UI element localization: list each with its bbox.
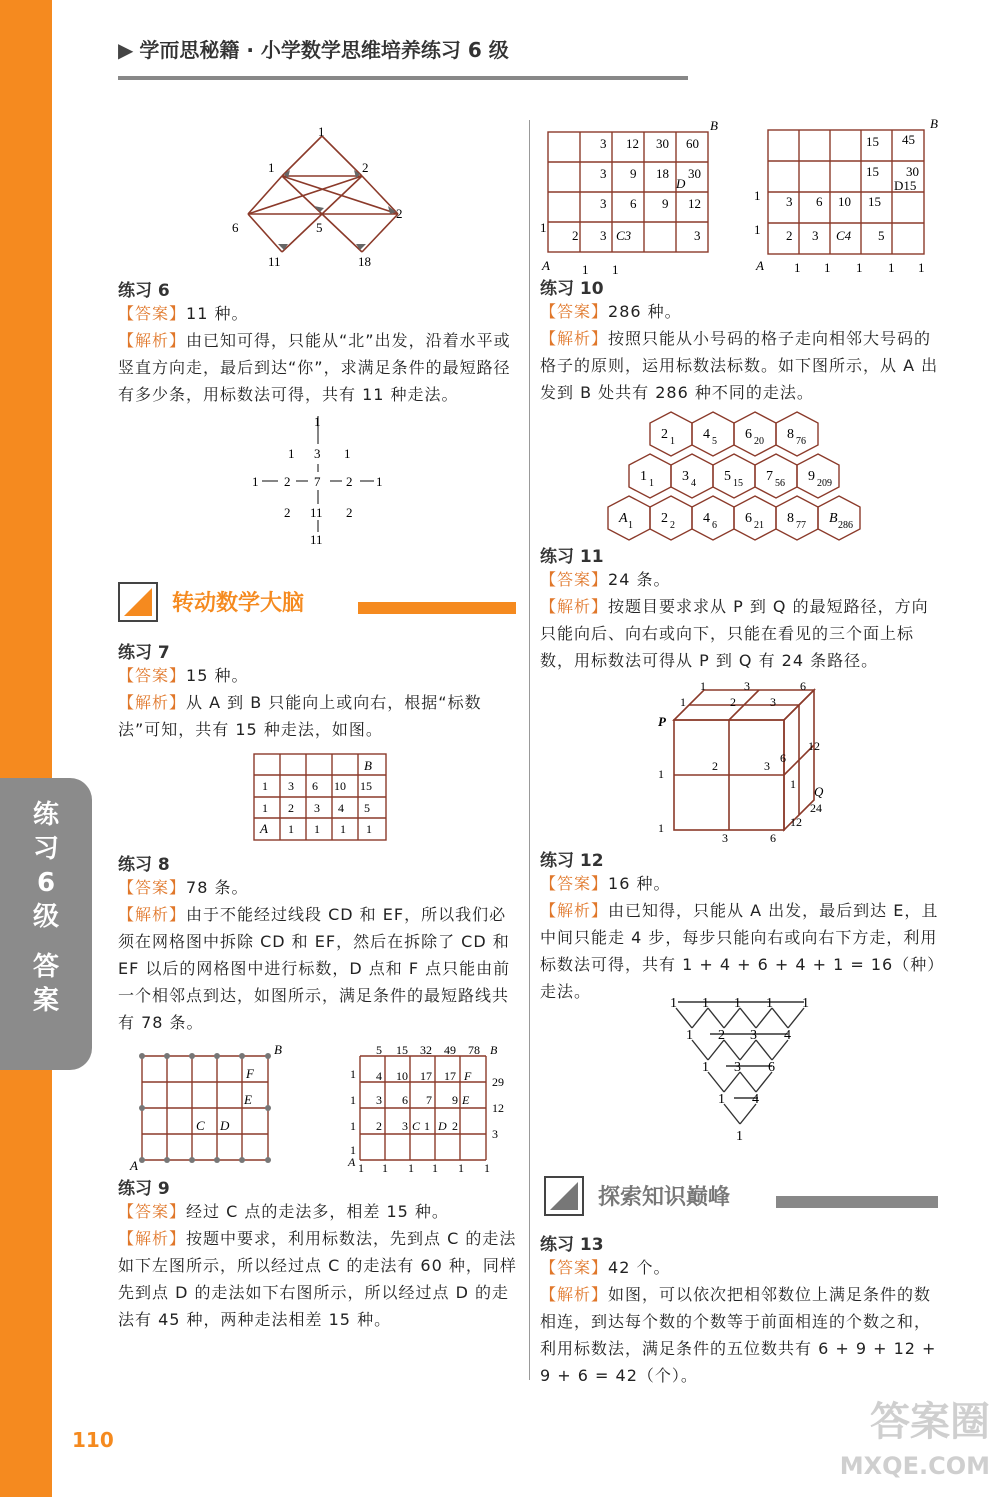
hex-label: 3	[682, 469, 689, 484]
chapter-tab-char: 案	[32, 986, 59, 1016]
section-icon	[544, 1176, 584, 1216]
cube-label: 3	[744, 679, 750, 693]
grid-label: C3	[616, 228, 632, 243]
ex8-left-grid-figure	[128, 1042, 290, 1172]
ex10-title: 练习 10	[540, 279, 604, 299]
grid-label: 1	[754, 188, 761, 203]
grid-label: A	[756, 258, 764, 273]
grid-label: 18	[656, 166, 669, 181]
section-bar	[776, 1196, 938, 1208]
hex-cell	[776, 496, 818, 540]
hex-label: 2	[661, 427, 668, 442]
grid-label: 1	[754, 222, 761, 237]
ex9-answer	[118, 1198, 523, 1225]
triangle-label: 3	[734, 1060, 741, 1075]
grid-label: E	[462, 1093, 470, 1107]
grid-label: 30	[688, 166, 701, 181]
grid-label: 3	[812, 228, 819, 243]
cube-label: 1	[700, 679, 706, 693]
triangle-label: 1	[670, 996, 677, 1011]
hex-cell	[608, 496, 650, 540]
grid-label: 1	[424, 1119, 430, 1133]
hex-cell	[734, 496, 776, 540]
ex7-analysis-text: 从 A 到 B 只能向上或向右，根据“标数法”可知，共有 15 种走法，如图。	[118, 693, 482, 739]
ex13-analysis	[540, 1281, 945, 1389]
analysis-tag: 【解析】	[118, 905, 187, 924]
header-title: 学而思秘籍 · 小学数学思维培养练习 6 级	[139, 38, 509, 62]
hex-cell	[755, 454, 797, 498]
ex6-title: 练习 6	[118, 281, 170, 301]
section-icon	[118, 582, 158, 622]
grid-label: 15	[868, 194, 881, 209]
grid-label: 1	[918, 260, 925, 275]
ex7-title: 练习 7	[118, 643, 170, 663]
grid-label: 3	[492, 1127, 498, 1141]
hex-count: 1	[628, 520, 633, 531]
ex10-analysis	[540, 325, 945, 406]
answer-tag: 【答案】	[540, 874, 609, 893]
grid-label: 7	[426, 1093, 432, 1107]
cube-label: 6	[770, 831, 776, 845]
grid-label: 3	[376, 1093, 382, 1107]
watermark-line2: MXQE.COM	[839, 1452, 990, 1480]
cube-label: 1	[658, 767, 664, 781]
grid-label: 1	[350, 1119, 356, 1133]
grid-label: 9	[452, 1093, 458, 1107]
ex9-title: 练习 9	[118, 1179, 170, 1199]
grid-label: 9	[662, 196, 669, 211]
cross-label: 2	[346, 474, 353, 489]
grid-label: 6	[816, 194, 823, 209]
analysis-tag: 【解析】	[540, 329, 609, 348]
grid-label: 60	[686, 136, 699, 151]
chapter-tab-char: 级	[32, 902, 59, 932]
ex12-answer-text: 16 种。	[608, 874, 671, 893]
hex-label: 9	[808, 469, 815, 484]
triangle-label: 1	[766, 996, 773, 1011]
grid-label: B	[710, 118, 718, 133]
ex10-answer-text: 286 种。	[608, 302, 682, 321]
side-orange-strip	[0, 0, 52, 1497]
grid-label: 2	[288, 801, 294, 815]
hex-label: 8	[787, 427, 794, 442]
grid-label: 2	[786, 228, 793, 243]
grid-label: 1	[856, 260, 863, 275]
cube-label: 1	[790, 777, 796, 791]
grid-label: 1	[582, 262, 589, 277]
ex10-answer	[540, 298, 945, 325]
answer-tag: 【答案】	[540, 1258, 609, 1277]
grid-label: C	[412, 1119, 421, 1133]
grid-point-label: A	[130, 1158, 138, 1172]
hex-count: 15	[733, 478, 743, 489]
cube-label: 1	[658, 821, 664, 835]
cross-label: 1	[252, 474, 259, 489]
grid-label: 4	[376, 1069, 382, 1083]
chapter-tab	[0, 778, 92, 1070]
cross-label: 1	[344, 446, 351, 461]
grid-point-label: F	[246, 1066, 254, 1081]
chapter-tab-char: 答	[32, 952, 59, 982]
hex-count: 56	[775, 478, 785, 489]
hex-label: B	[829, 511, 838, 526]
triangle-label: 4	[752, 1092, 759, 1107]
grid-label: 6	[630, 196, 637, 211]
grid-label: 12	[688, 196, 701, 211]
ex12-title: 练习 12	[540, 851, 604, 871]
hex-cell	[671, 454, 713, 498]
ex10-hex-figure	[606, 410, 882, 544]
grid-label: 15	[866, 164, 879, 179]
grid-label: 1	[540, 220, 547, 235]
hex-cell	[692, 496, 734, 540]
cube-label: 6	[800, 679, 806, 693]
grid-label: 3	[402, 1119, 408, 1133]
cross-label: 11	[310, 532, 323, 547]
ex13-answer	[540, 1254, 945, 1281]
triangle-label: 4	[784, 1028, 791, 1043]
grid-point-label: B	[274, 1042, 282, 1057]
hex-cell	[629, 454, 671, 498]
analysis-tag: 【解析】	[118, 693, 187, 712]
hex-label: 6	[745, 427, 752, 442]
analysis-tag: 【解析】	[540, 597, 609, 616]
grid-label: 1	[340, 822, 346, 836]
hex-count: 21	[754, 520, 764, 531]
answer-tag: 【答案】	[118, 666, 187, 685]
grid-label: 1	[432, 1161, 438, 1172]
grid-label: 1	[408, 1161, 414, 1172]
ex8-right-grid-figure	[346, 1042, 516, 1172]
grid-label: 3	[600, 228, 607, 243]
grid-label: 30	[656, 136, 669, 151]
grid-label: 15	[396, 1043, 408, 1057]
grid-label: D	[438, 1119, 447, 1133]
cube-label: 3	[770, 695, 776, 709]
cross-label: 1	[314, 414, 321, 429]
analysis-tag: 【解析】	[118, 1229, 187, 1248]
cross-label: 1	[288, 446, 295, 461]
grid-label: D15	[894, 178, 917, 193]
ex8-analysis	[118, 901, 523, 1036]
ex13-title: 练习 13	[540, 1235, 604, 1255]
page-number: 110	[72, 1428, 114, 1452]
ex6-cross-figure	[248, 414, 388, 548]
grid-point-label: C	[196, 1118, 205, 1133]
hex-count: 77	[796, 520, 806, 531]
cube-label: P	[658, 714, 666, 729]
ex11-cube-figure	[650, 676, 830, 846]
grid-label: 3	[314, 801, 320, 815]
hex-cell	[818, 496, 860, 540]
watermark-line1: 答案圈	[870, 1399, 990, 1445]
section-title: 探索知识巅峰	[598, 1185, 731, 1210]
grid-label: 5	[364, 801, 370, 815]
ex7-answer-text: 15 种。	[186, 666, 249, 685]
diamond-label: 1	[268, 160, 275, 175]
ex11-analysis-text: 按题目要求求从 P 到 Q 的最短路径，方向只能向后、向右或向下，只能在看见的三个面上标数，用标数法可得从 P 到 Q 有 24 条路径。	[540, 597, 929, 670]
triangle-label: 1	[734, 996, 741, 1011]
column-divider	[529, 120, 530, 1380]
hex-label: 8	[787, 511, 794, 526]
ex13-analysis-text: 如图，可以依次把相邻数位上满足条件的数相连，到达每个数的个数等于前面相连的个数之和，利用标数法，满足条件的五位数共有 6 + 9 + 12 + 9 + 6 = 42（个）。	[540, 1285, 937, 1385]
cross-label: 1	[376, 474, 383, 489]
grid-label: A	[542, 258, 550, 273]
grid-label: 3	[288, 779, 294, 793]
hex-count: 6	[712, 520, 717, 531]
grid-label: 49	[444, 1043, 456, 1057]
cross-label: 7	[314, 474, 321, 489]
ex6-answer	[118, 300, 523, 327]
cube-label: 1	[680, 695, 686, 709]
triangle-label: 1	[702, 996, 709, 1011]
answer-tag: 【答案】	[540, 570, 609, 589]
section-header-brain	[118, 582, 518, 622]
page-header	[118, 34, 509, 63]
cube-label: Q	[814, 784, 824, 799]
cross-label: 11	[310, 505, 323, 520]
hex-count: 286	[838, 520, 853, 531]
hex-label: 5	[724, 469, 731, 484]
ex7-analysis	[118, 689, 523, 743]
ex6-analysis-text: 由已知可得，只能从“北”出发，沿着水平或竖直方向走，最后到达“你”，求满足条件的最短路径有多少条，用标数法可得，共有 11 种走法。	[118, 331, 511, 404]
ex11-analysis	[540, 593, 945, 674]
answer-tag: 【答案】	[118, 878, 187, 897]
grid-label: 3	[600, 136, 607, 151]
ex9-analysis-text: 按题中要求，利用标数法，先到点 C 的走法如下左图所示，所以经过点 C 的走法有 60 种，同样先到点 D 的走法如下右图所示，所以经过点 D 的走法有 45 种，两种走法相差 15 种。	[118, 1229, 517, 1329]
watermark	[810, 1400, 990, 1488]
triangle-label: 1	[736, 1129, 743, 1144]
grid-point-label: E	[244, 1092, 252, 1107]
hex-count: 209	[817, 478, 832, 489]
grid-label: 1	[366, 822, 372, 836]
ex9-answer-text: 经过 C 点的走法多，相差 15 种。	[186, 1202, 449, 1221]
hex-cell	[650, 496, 692, 540]
cube-label: 2	[712, 759, 718, 773]
grid-label: 6	[312, 779, 318, 793]
answer-tag: 【答案】	[540, 302, 609, 321]
section-bar	[358, 602, 516, 614]
ex7-grid-figure	[252, 752, 388, 842]
ex6-answer-text: 11 种。	[186, 304, 249, 323]
grid-label: 1	[382, 1161, 388, 1172]
grid-label: 1	[350, 1143, 356, 1157]
cube-label: 3	[722, 831, 728, 845]
grid-label: B	[364, 758, 372, 773]
ex11-title: 练习 11	[540, 547, 604, 567]
triangle-label: 6	[768, 1060, 775, 1075]
grid-label: 1	[888, 260, 895, 275]
grid-label: 17	[444, 1069, 456, 1083]
hex-cell	[734, 412, 776, 456]
cube-label: 12	[808, 739, 820, 753]
diamond-label: 6	[232, 220, 239, 235]
chapter-tab-char: 练	[32, 800, 59, 830]
ex10-analysis-text: 按照只能从小号码的格子走向相邻大号码的格子的原则，运用标数法标数。如下图所示，从 A 出发到 B 处共有 286 种不同的走法。	[540, 329, 939, 402]
grid-label: 10	[396, 1069, 408, 1083]
triangle-label: 1	[718, 1092, 725, 1107]
grid-label: 1	[262, 801, 268, 815]
grid-label: 32	[420, 1043, 432, 1057]
triangle-label: 2	[718, 1028, 725, 1043]
grid-label: 29	[492, 1075, 504, 1089]
grid-label: C4	[836, 228, 852, 243]
grid-label: 45	[902, 132, 915, 147]
hex-label: A	[619, 511, 628, 526]
hex-count: 4	[691, 478, 696, 489]
grid-label: 3	[786, 194, 793, 209]
answer-tag: 【答案】	[118, 1202, 187, 1221]
triangle-label: 1	[802, 996, 809, 1011]
ex12-answer	[540, 870, 945, 897]
diamond-label: 2	[362, 160, 369, 175]
triangle-label: 3	[750, 1028, 757, 1043]
grid-label: 2	[452, 1119, 458, 1133]
grid-label: 1	[314, 822, 320, 836]
grid-label: 1	[288, 822, 294, 836]
hex-label: 2	[661, 511, 668, 526]
grid-label: 2	[572, 228, 579, 243]
diamond-label: 2	[396, 206, 403, 221]
grid-label: 10	[838, 194, 851, 209]
section-header-explore	[544, 1176, 944, 1216]
grid-label: 10	[334, 779, 346, 793]
grid-label: 1	[794, 260, 801, 275]
grid-label: A	[260, 821, 268, 836]
ex8-analysis-text: 由于不能经过线段 CD 和 EF，所以我们必须在网格图中拆除 CD 和 EF，然后在拆除了 CD 和 EF 以后的网格图中进行标数，D 点和 F 点只能由前一个相邻点到达，如图所示，满足条件的最短路线共有 78 条。	[118, 905, 511, 1032]
cube-label: 3	[764, 759, 770, 773]
hex-count: 1	[670, 436, 675, 447]
ex12-analysis-text: 由已知得，只能从 A 出发，最后到达 E，且中间只能走 4 步，每步只能向右或向右下方走，利用标数法可得，共有 1 + 4 + 6 + 4 + 1 = 16（种）走法。	[540, 901, 945, 1001]
grid-label: 6	[402, 1093, 408, 1107]
grid-label: B	[490, 1043, 498, 1057]
section-title: 转动数学大脑	[172, 591, 305, 616]
cross-label: 3	[314, 446, 321, 461]
hex-cell	[713, 454, 755, 498]
ex9-analysis	[118, 1225, 523, 1333]
ex8-answer-text: 78 条。	[186, 878, 249, 897]
cube-label: 6	[780, 751, 786, 765]
analysis-tag: 【解析】	[540, 1285, 609, 1304]
grid-label: A	[348, 1155, 356, 1169]
answer-tag: 【答案】	[118, 304, 187, 323]
grid-label: 78	[468, 1043, 480, 1057]
hex-cell	[797, 454, 839, 498]
grid-label: 1	[458, 1161, 464, 1172]
ex13-answer-text: 42 个。	[608, 1258, 671, 1277]
diamond-label: 5	[316, 220, 323, 235]
ex12-triangle-figure	[662, 990, 822, 1150]
ex9-left-grid-figure	[538, 118, 728, 278]
grid-label: 3	[694, 228, 701, 243]
grid-label: 1	[350, 1067, 356, 1081]
cube-label: 2	[730, 695, 736, 709]
hex-count: 1	[649, 478, 654, 489]
chapter-tab-char: 6	[36, 868, 56, 898]
chapter-tab-char: 习	[32, 834, 59, 864]
diamond-label: 18	[358, 254, 371, 269]
grid-label: 9	[630, 166, 637, 181]
grid-label: 12	[626, 136, 639, 151]
hex-count: 20	[754, 436, 764, 447]
hex-count: 5	[712, 436, 717, 447]
ex9-right-grid-figure	[750, 118, 950, 278]
ex6-diamond-figure	[228, 124, 418, 270]
diamond-label: 11	[268, 254, 281, 269]
grid-label: 12	[492, 1101, 504, 1115]
grid-label: 4	[338, 801, 344, 815]
ex7-answer	[118, 662, 523, 689]
triangle-label: 1	[702, 1060, 709, 1075]
analysis-tag: 【解析】	[540, 901, 609, 920]
grid-label: 3	[600, 166, 607, 181]
grid-label: 15	[866, 134, 879, 149]
grid-label: 15	[360, 779, 372, 793]
analysis-tag: 【解析】	[118, 331, 187, 350]
hex-count: 76	[796, 436, 806, 447]
ex8-answer	[118, 874, 523, 901]
grid-label: 1	[824, 260, 831, 275]
grid-label: 5	[878, 228, 885, 243]
grid-label: D	[676, 176, 686, 191]
grid-label: 1	[350, 1093, 356, 1107]
hex-count: 2	[670, 520, 675, 531]
hex-label: 1	[640, 469, 647, 484]
triangle-icon: ▶	[118, 38, 134, 62]
cross-label: 2	[284, 505, 291, 520]
grid-label: 1	[262, 779, 268, 793]
ex11-answer	[540, 566, 945, 593]
triangle-label: 1	[686, 1028, 693, 1043]
grid-label: 1	[358, 1161, 364, 1172]
hex-label: 6	[745, 511, 752, 526]
grid-label: 30	[906, 164, 919, 179]
grid-point-label: D	[220, 1118, 230, 1133]
ex6-analysis	[118, 327, 523, 408]
ex11-answer-text: 24 条。	[608, 570, 671, 589]
hex-cell	[650, 412, 692, 456]
grid-label: 2	[376, 1119, 382, 1133]
grid-label: 5	[376, 1043, 382, 1057]
hex-cell	[692, 412, 734, 456]
hex-label: 4	[703, 511, 710, 526]
cross-label: 2	[284, 474, 291, 489]
ex12-analysis	[540, 897, 945, 1005]
grid-label: 1	[484, 1161, 490, 1172]
cross-label: 2	[346, 505, 353, 520]
hex-cell	[776, 412, 818, 456]
cube-label: 24	[810, 801, 822, 815]
cube-label: 12	[790, 815, 802, 829]
diamond-label: 1	[318, 124, 325, 139]
hex-label: 4	[703, 427, 710, 442]
grid-label: F	[464, 1069, 472, 1083]
header-rule	[118, 76, 688, 80]
grid-label: 17	[420, 1069, 432, 1083]
grid-label: 1	[612, 262, 619, 277]
grid-label: B	[930, 118, 938, 131]
ex8-title: 练习 8	[118, 855, 170, 875]
hex-label: 7	[766, 469, 773, 484]
grid-label: 3	[600, 196, 607, 211]
